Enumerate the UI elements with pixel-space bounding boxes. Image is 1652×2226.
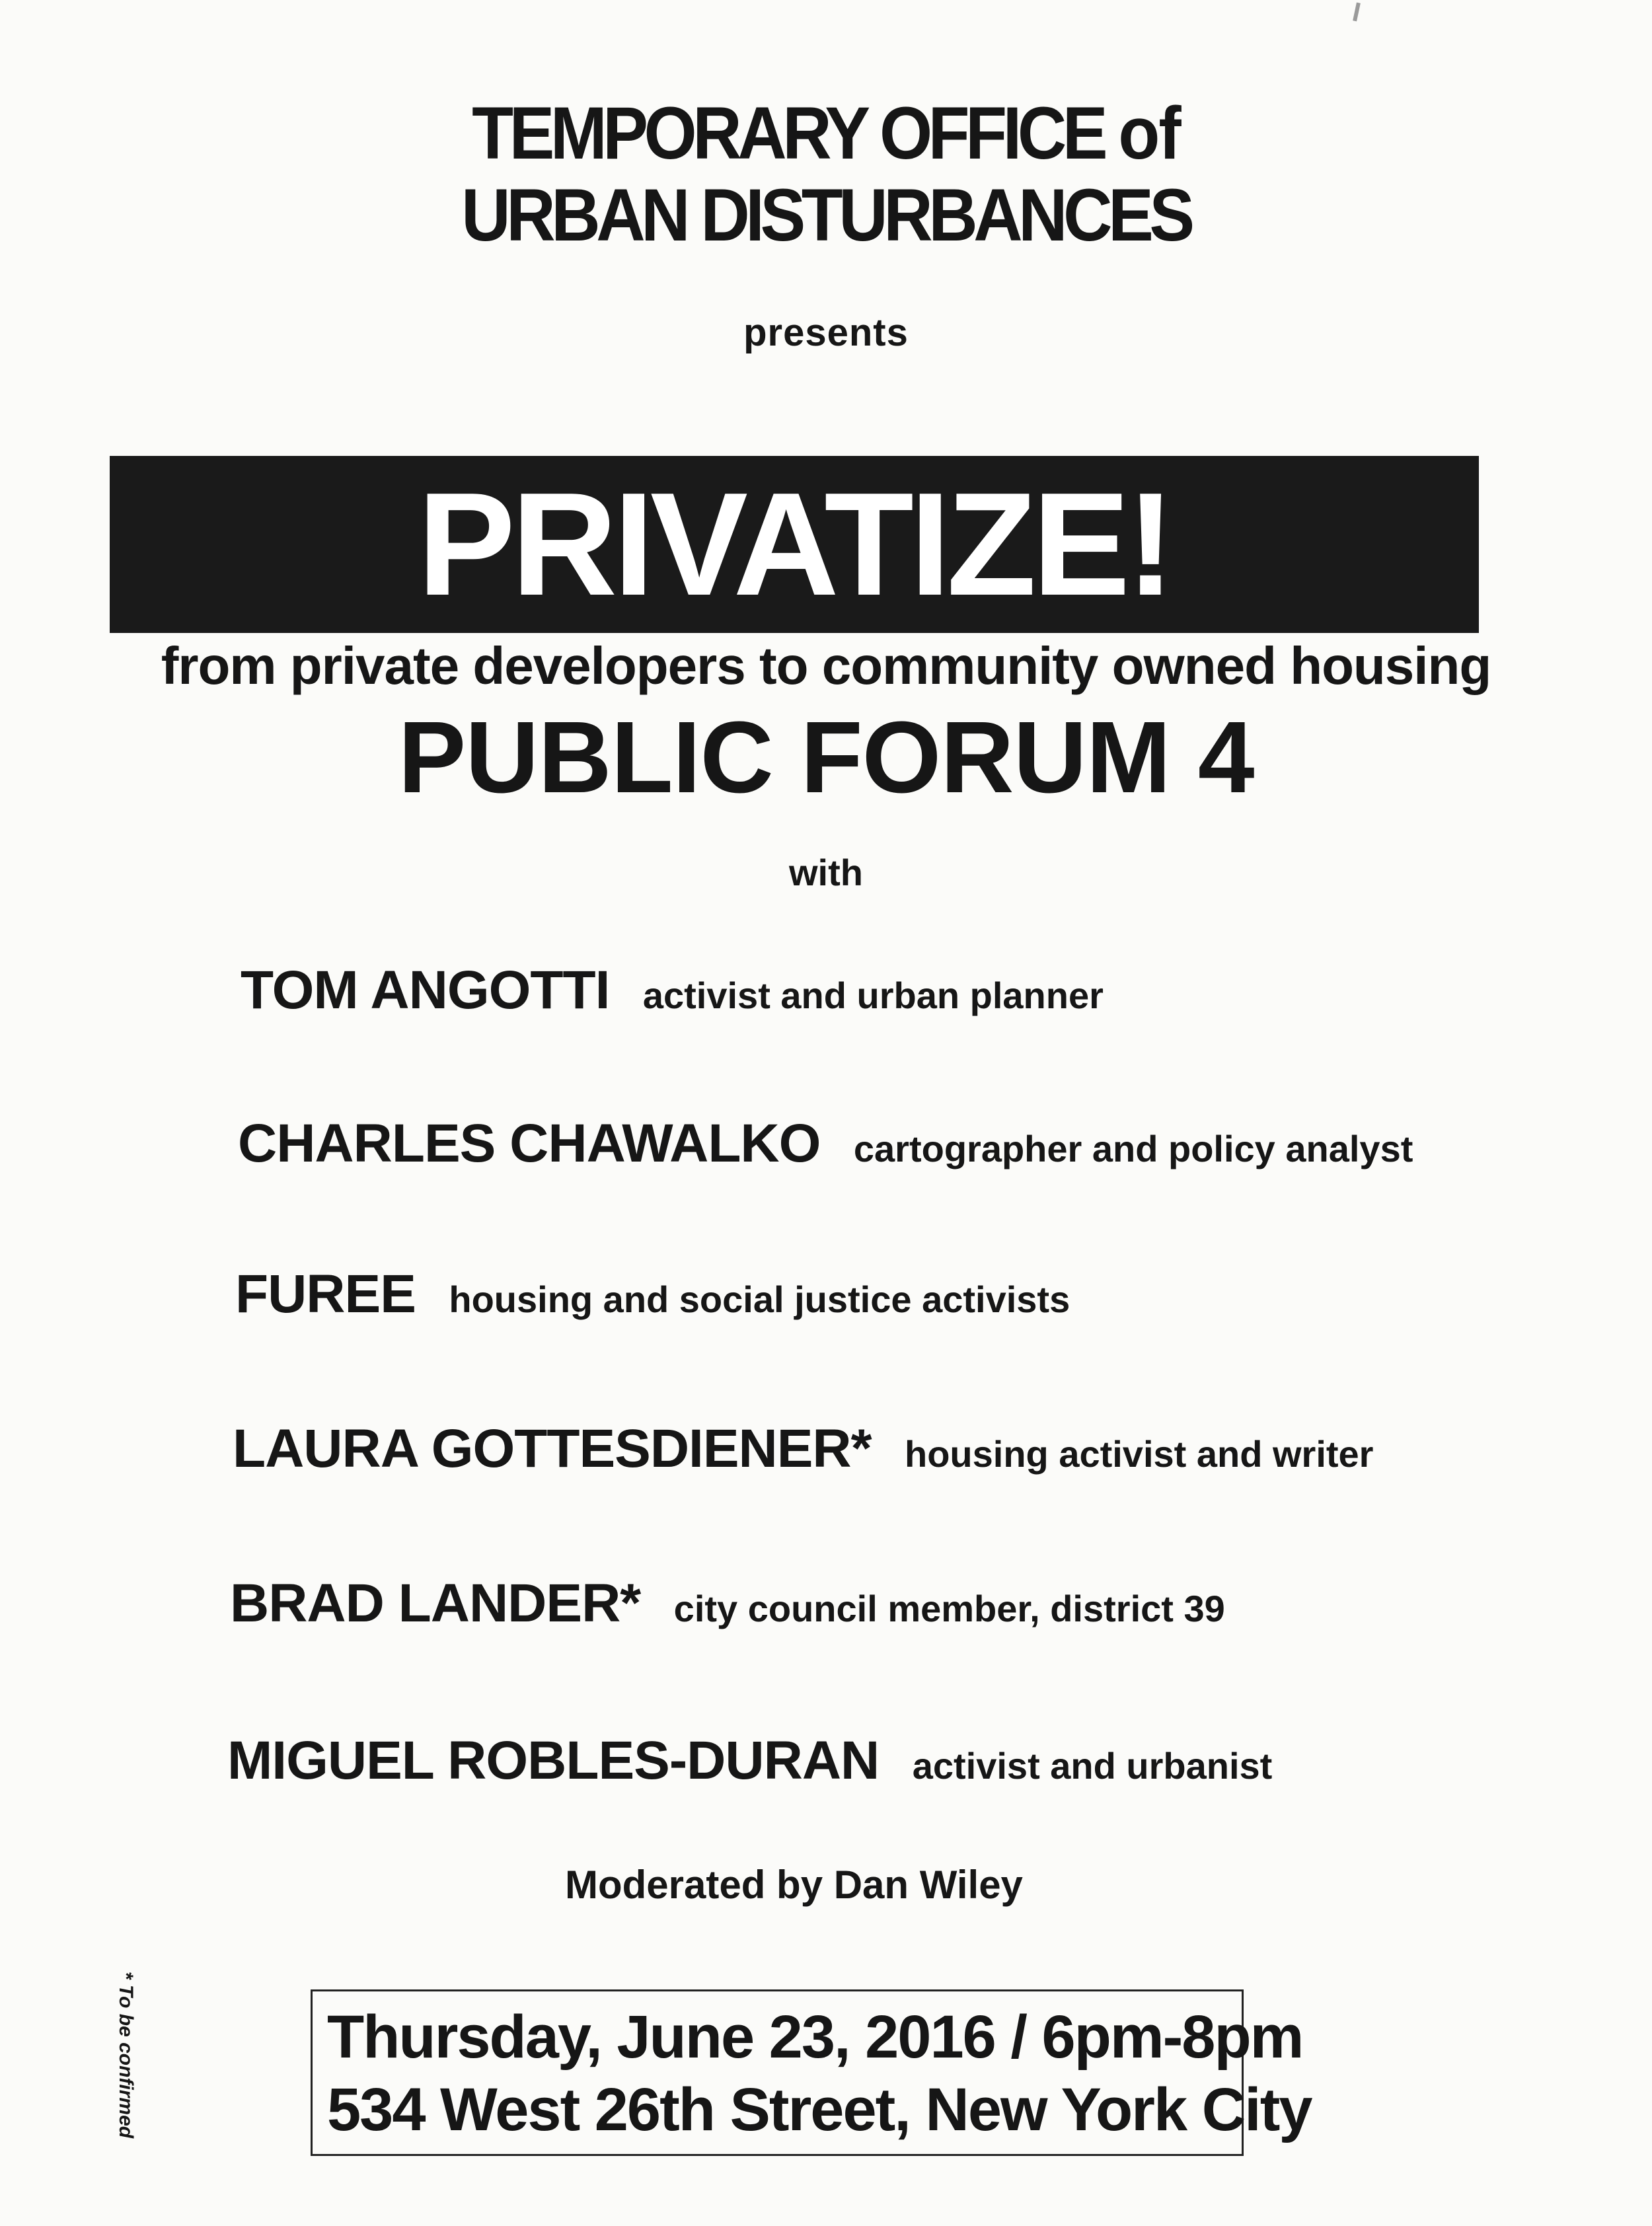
speaker-role: housing activist and writer [905,1433,1374,1475]
presents-label: presents [743,311,909,354]
speaker-name: CHARLES CHAWALKO [238,1113,821,1173]
speaker-name: MIGUEL ROBLES-DURAN [227,1730,880,1791]
speaker-role: cartographer and policy analyst [853,1128,1413,1169]
speaker-role: housing and social justice activists [449,1279,1070,1320]
banner-title: PRIVATIZE! [417,463,1172,626]
organizer-title-line1-main: TEMPORARY OFFICE [472,92,1104,174]
subtitle: from private developers to community owned housing [161,636,1491,695]
moderator-credit: Moderated by Dan Wiley [565,1863,1023,1907]
event-date-time: Thursday, June 23, 2016 / 6pm-8pm [327,2003,1303,2071]
speaker-row [238,1113,1413,1175]
speaker-row [227,1730,1272,1792]
speaker-name: BRAD LANDER* [230,1573,641,1633]
confirmation-footnote: * To be confirmed [115,1971,137,2139]
speaker-role: city council member, district 39 [673,1588,1225,1629]
speaker-name: LAURA GOTTESDIENER* [233,1419,872,1479]
speaker-role: activist and urban planner [642,975,1104,1016]
organizer-title-line1-of: of [1118,92,1180,174]
speaker-role: activist and urbanist [912,1745,1273,1787]
event-address: 534 West 26th Street, New York City [327,2076,1312,2143]
corner-mark [1353,3,1361,22]
speaker-name: TOM ANGOTTI [241,960,610,1020]
speaker-row [235,1263,1070,1325]
title-banner [110,456,1479,633]
event-info-box [311,1989,1312,2156]
with-label: with [789,852,863,893]
organizer-title-line2: URBAN DISTURBANCES [461,174,1191,256]
speaker-row [241,959,1104,1021]
speaker-row [233,1418,1373,1480]
organizer-title-line1 [66,93,1586,174]
forum-title: PUBLIC FORUM 4 [398,700,1254,814]
speaker-name: FUREE [235,1264,416,1324]
organizer-title [66,93,1586,256]
speaker-row [230,1573,1225,1635]
